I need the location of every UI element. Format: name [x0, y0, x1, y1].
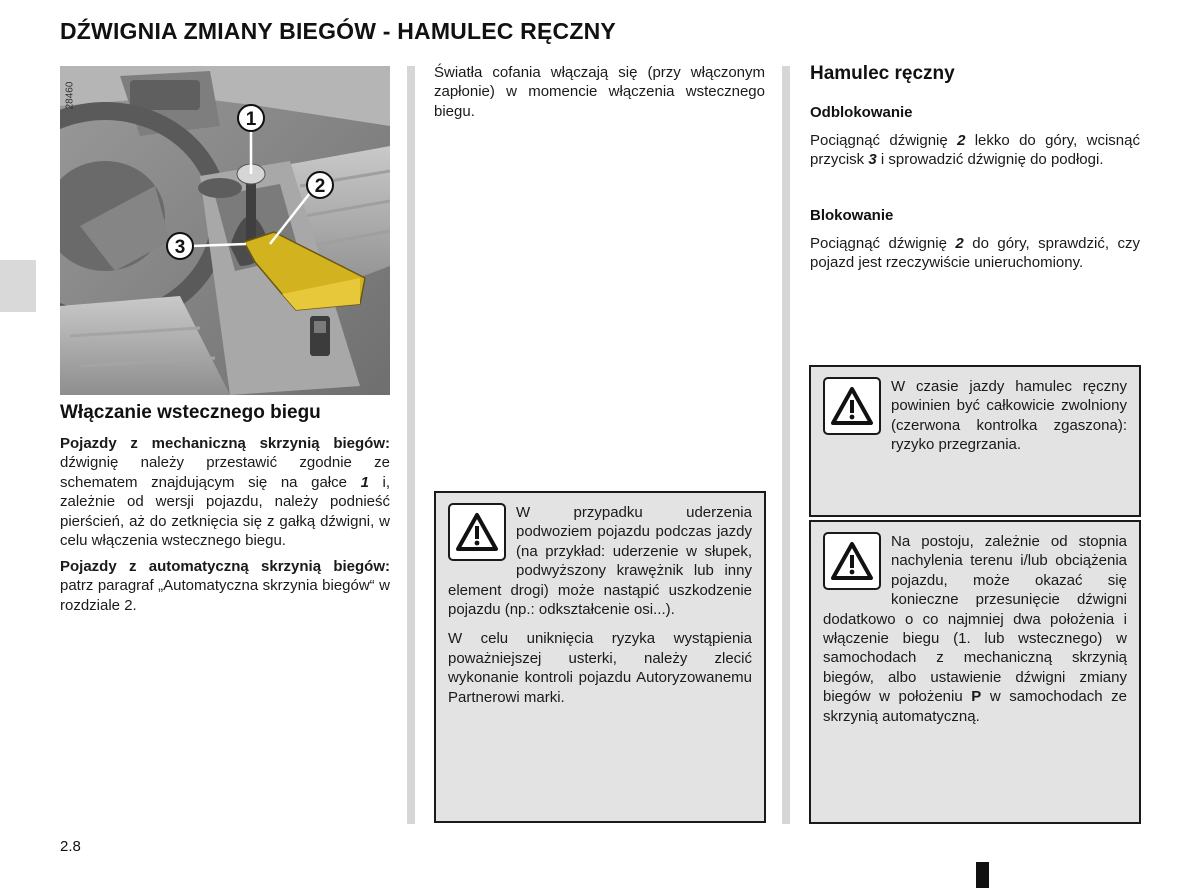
manual-gearbox-paragraph: Pojazdy z mechaniczną skrzynią biegów: dźwignię należy przestawić zgodnie ze schematem znajdującym się na gałce 1 i, zależnie od wersji pojazdu, należy podnieść pierścień, aż do zetknięcia się z gałką dźwigni, w celu włączenia wstecznego biegu. [60, 435, 390, 550]
gearshift-handbrake-illustration [60, 66, 390, 395]
reverse-lights-text: Światła cofania włączają się (przy włączonym zapłonie) w momencie włączenia wstecznego biegu. [434, 64, 765, 120]
automatic-gearbox-paragraph: Pojazdy z automatyczną skrzynią biegów: patrz paragraf „Automatyczna skrzynia biegów“ w rozdziale 2. [60, 558, 390, 614]
warning-triangle-icon [823, 532, 881, 590]
manual-gearbox-label: Pojazdy z mechaniczną skrzynią biegów: [60, 435, 390, 452]
callout-3-label: 3 [174, 237, 186, 258]
warning-parking-box [809, 520, 1141, 824]
ref-knob: 1 [360, 473, 369, 491]
warning-parking-text: Na postoju, zależnie od stopnia nachylenia terenu i/lub obciążenia pojazdu, może okazać się konieczne przesunięcie dźwigni dodatkowo o co najmniej dwa położenia i włączenie biegu (1. lub wstecznego) w samochodach z mechaniczną skrzynią biegów, albo ustawienie dźwigni zmiany biegów w położeniu P w samochodach ze skrzynią automatyczną. [823, 533, 1127, 725]
warning-impact-paragraph-2: W celu uniknięcia ryzyka wystąpienia poważniejszej usterki, należy zlecić wykonanie kontroli pojazdu Autoryzowanemu Partnerowi marki. [448, 630, 752, 706]
park-position-symbol: P [971, 688, 982, 706]
warning-impact-box [434, 491, 766, 823]
release-text: Pociągnąć dźwignię 2 lekko do góry, wcisnąć przycisk 3 i sprowadzić dźwignię do podłogi. [810, 132, 1140, 169]
callout-1 [238, 105, 264, 131]
callout-2 [307, 172, 333, 198]
warning-triangle-icon [448, 503, 506, 561]
warning-driving-box [809, 365, 1141, 517]
callout-2-label: 2 [314, 176, 326, 197]
ref-lever-apply: 2 [955, 235, 964, 252]
illustration-drawing [60, 66, 390, 395]
page-corner-mark [976, 862, 989, 888]
release-heading: Odblokowanie [810, 104, 913, 121]
automatic-gearbox-label: Pojazdy z automatyczną skrzynią biegów: [60, 558, 390, 575]
warning-triangle-icon [823, 377, 881, 435]
column-divider-left [407, 66, 415, 824]
ref-lever: 2 [957, 132, 966, 149]
page-number: 2.8 [60, 838, 81, 855]
chapter-tab [0, 260, 36, 312]
warning-driving-text: W czasie jazdy hamulec ręczny powinien być całkowicie zwolniony (czerwona kontrolka zgaszona): ryzyko przegrzania. [891, 378, 1127, 454]
figure-reference-code: 28460 [64, 81, 76, 110]
apply-heading: Blokowanie [810, 207, 894, 224]
reverse-gear-heading: Włączanie wstecznego biegu [60, 402, 321, 423]
handbrake-heading: Hamulec ręczny [810, 63, 955, 84]
warning-impact-paragraph-1: W przypadku uderzenia podwoziem pojazdu podczas jazdy (na przykład: uderzenie w słupek, podwyższony krawężnik lub inny element drogi) może nastąpić uszkodzenie pojazdu (np.: odkształcenie osi...). [448, 504, 752, 619]
callout-3 [167, 233, 193, 259]
callout-1-label: 1 [245, 109, 257, 130]
column-divider-right [782, 66, 790, 824]
ref-button: 3 [868, 151, 877, 169]
apply-text: Pociągnąć dźwignię 2 do góry, sprawdzić, czy pojazd jest rzeczywiście unieruchomiony. [810, 235, 1140, 272]
page-title: DŹWIGNIA ZMIANY BIEGÓW - HAMULEC RĘCZNY [60, 18, 616, 44]
